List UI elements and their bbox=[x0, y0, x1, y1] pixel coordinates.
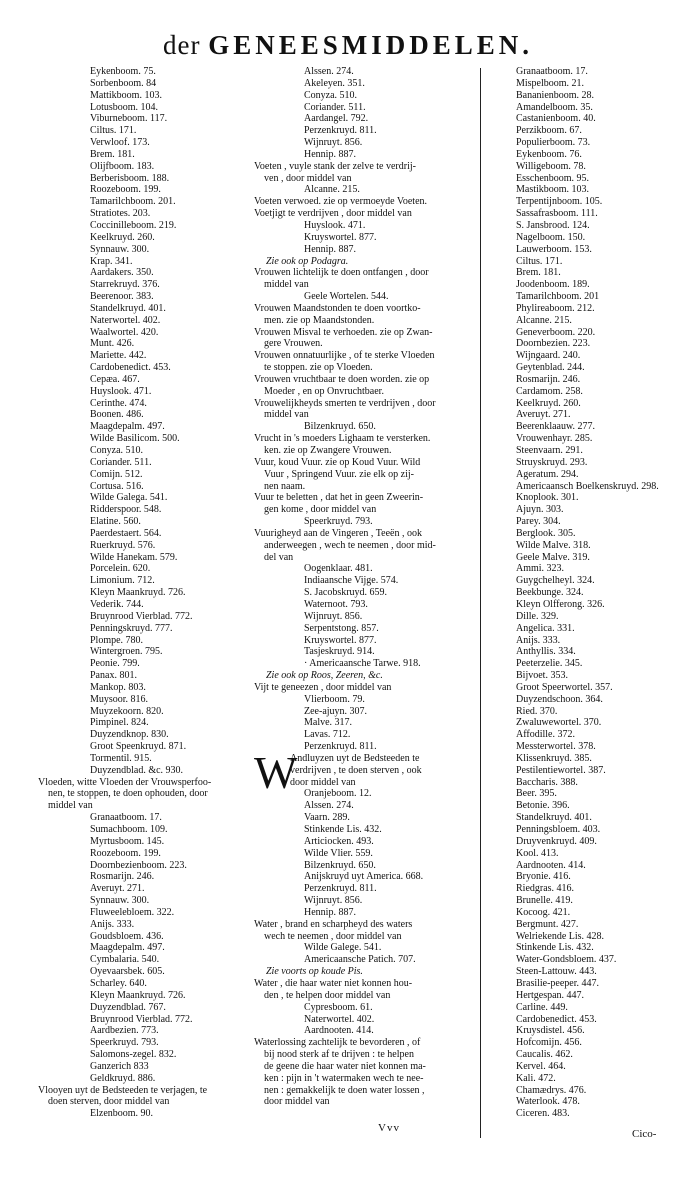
index-entry: · Americaansche Tarwe. 918. bbox=[304, 658, 421, 670]
index-entry: Eykenboom. 75. bbox=[90, 66, 156, 77]
index-entry: Tamarilchboom. 201. bbox=[90, 196, 176, 208]
index-entry: Bergmunt. 427. bbox=[516, 918, 579, 930]
index-entry: Stinkende Lis. 432. bbox=[304, 824, 382, 835]
index-entry: Willigeboom. 78. bbox=[516, 160, 586, 172]
index-entry: Dille. 329. bbox=[516, 610, 559, 622]
index-entry: Angelica. 331. bbox=[516, 622, 575, 634]
index-entry: Cerinthe. 474. bbox=[90, 397, 147, 409]
index-entry: S. Jansbrood. 124. bbox=[516, 219, 590, 231]
index-entry: Chamædrys. 476. bbox=[516, 1084, 587, 1096]
index-entry: Riedgras. 416. bbox=[516, 883, 575, 895]
index-entry: Oranjeboom. 12. bbox=[304, 788, 372, 800]
index-entry: Duyzendblad. &c. 930. bbox=[90, 764, 184, 776]
index-entry: Sorbenboom. 84 bbox=[90, 77, 157, 89]
index-entry: Mispelboom. 21. bbox=[516, 77, 585, 89]
index-entry: Mankop. 803. bbox=[90, 681, 146, 693]
index-entry: Geytenblad. 244. bbox=[516, 362, 585, 374]
index-entry: Mariette. 442. bbox=[90, 350, 147, 362]
index-entry: Guygchelheyl. 324. bbox=[516, 575, 595, 587]
index-entry: Wilde Vlier. 559. bbox=[304, 847, 373, 859]
index-entry: Elatine. 560. bbox=[90, 516, 141, 528]
index-entry: Porcelein. 620. bbox=[90, 563, 151, 575]
index-entry: Wilde Basilicom. 500. bbox=[90, 433, 180, 445]
index-entry: Duyzendschoon. 364. bbox=[516, 693, 603, 705]
index-entry: Kleyn Maankruyd. 726. bbox=[90, 989, 186, 1001]
index-entry: Averuyt. 271. bbox=[90, 883, 145, 895]
index-entry: Rosmarijn. 246. bbox=[90, 871, 155, 883]
header-caps: GENEESMIDDELEN. bbox=[208, 30, 534, 60]
index-entry: Zie voorts op koude Pis. bbox=[266, 966, 363, 978]
index-entry: Aardangel. 792. bbox=[304, 113, 369, 125]
index-entry: Eykenboom. 76. bbox=[516, 148, 582, 160]
index-entry: Vuurigheyd aan de Vingeren , Teeën , ook bbox=[254, 527, 422, 539]
index-entry: Maagdepalm. 497. bbox=[90, 421, 165, 433]
index-entry: Esschenboom. 95. bbox=[516, 172, 590, 184]
index-entry: Voeten , vuyle stank der zelve te verdrij- bbox=[254, 160, 416, 172]
index-entry: Anijs. 333. bbox=[90, 918, 135, 930]
index-entry: Articiocken. 493. bbox=[304, 835, 374, 847]
index-entry: anderweegen , wech te neemen , door mid- bbox=[264, 539, 436, 551]
index-entry: Kervel. 464. bbox=[516, 1060, 566, 1072]
index-entry: Waterlossing zachtelijk te bevorderen , of bbox=[254, 1037, 421, 1049]
index-entry: Tormentil. 915. bbox=[90, 752, 152, 764]
index-entry: W Andluyzen uyt de Bedsteeden te bbox=[254, 746, 420, 798]
index-entry: Peonie. 799. bbox=[90, 658, 140, 670]
index-entry: te stoppen. zie op Vloeden. bbox=[264, 362, 373, 374]
index-entry: Aardakers. 350. bbox=[90, 267, 154, 279]
index-entry: Parey. 304. bbox=[516, 516, 561, 528]
index-entry: Cymbalaria. 540. bbox=[90, 954, 160, 966]
index-entry: men. zie op Maandstonden. bbox=[264, 314, 375, 326]
index-entry: Water , brand en scharpheyd des waters bbox=[254, 918, 413, 930]
index-entry: del van bbox=[264, 551, 294, 563]
drop-capital: W bbox=[254, 746, 298, 798]
index-entry: Pimpinel. 824. bbox=[90, 717, 149, 729]
index-entry: Bananienboom. 28. bbox=[516, 89, 595, 101]
index-entry: Conyza. 510. bbox=[90, 445, 144, 456]
index-entry: Alcanne. 215. bbox=[304, 184, 360, 196]
signature-mark: Vvv bbox=[378, 1122, 400, 1134]
index-entry: Maagdepalm. 497. bbox=[90, 942, 165, 954]
index-entry: Zwaluwewortel. 370. bbox=[516, 717, 602, 729]
index-entry: Indiaansche Vijge. 574. bbox=[304, 575, 399, 587]
index-entry: Amandelboom. 35. bbox=[516, 101, 593, 113]
index-entry: Steenvaarn. 291. bbox=[516, 445, 583, 456]
index-entry: Synnauw. 300. bbox=[90, 895, 150, 907]
index-entry: Phylireaboom. 212. bbox=[516, 302, 595, 314]
index-entry: Brem. 181. bbox=[516, 267, 561, 279]
index-entry: Oogenklaar. 481. bbox=[304, 563, 373, 575]
index-entry: Kruyswortel. 877. bbox=[304, 634, 377, 646]
index-entry: Perzikboom. 67. bbox=[516, 125, 582, 137]
index-entry: Scharley. 640. bbox=[90, 977, 147, 989]
index-entry: Wilde Galege. 541. bbox=[304, 942, 382, 954]
index-entry: Cepæa. 467. bbox=[90, 373, 140, 385]
index-entry: Oyevaarsbek. 605. bbox=[90, 966, 165, 978]
index-entry: ven , door middel van bbox=[264, 172, 352, 184]
index-entry: Berglook. 305. bbox=[516, 527, 576, 539]
index-entry: Welriekende Lis. 428. bbox=[516, 930, 605, 942]
index-entry: Groot Speerwortel. 357. bbox=[516, 681, 613, 693]
index-entry: Vrouwen onnatuurlijke , of te sterke Vloeden bbox=[254, 350, 435, 362]
index-entry: Speerkruyd. 793. bbox=[90, 1037, 159, 1049]
index-entry: Brunelle. 419. bbox=[516, 895, 573, 907]
index-entry: Ciceren. 483. bbox=[516, 1108, 570, 1120]
index-entry: Vijt te geneezen , door middel van bbox=[254, 681, 392, 693]
index-entry: Terpentijnboom. 105. bbox=[516, 196, 603, 208]
index-entry: Munt. 426. bbox=[90, 338, 135, 350]
index-entry: Waalwortel. 420. bbox=[90, 326, 159, 338]
index-entry: nen : gemakkelijk te doen water lossen , bbox=[264, 1084, 425, 1096]
index-entry: Geneverboom. 220. bbox=[516, 326, 596, 338]
index-entry: middel van bbox=[264, 279, 309, 291]
index-entry: Ciltus. 171. bbox=[90, 125, 137, 137]
index-entry: Aardbezien. 773. bbox=[90, 1025, 159, 1037]
index-entry: Ganzerich 833 bbox=[90, 1060, 149, 1072]
index-entry: Moeder , en op Onvruchtbaer. bbox=[264, 385, 384, 397]
index-entry: Bruynrood Vierblad. 772. bbox=[90, 1013, 193, 1025]
index-entry: Wijnruyt. 856. bbox=[304, 137, 363, 149]
index-entry: wech te neemen , door middel van bbox=[264, 930, 402, 942]
index-entry: Coriander. 511. bbox=[90, 456, 152, 468]
index-entry: Ried. 370. bbox=[516, 705, 558, 717]
index-entry: Lotusboom. 104. bbox=[90, 101, 159, 113]
index-entry: Mastikboom. 103. bbox=[516, 184, 590, 196]
index-entry: Vlierboom. 79. bbox=[304, 693, 365, 705]
index-entry: Struyskruyd. 293. bbox=[516, 456, 588, 468]
index-column-right bbox=[516, 66, 676, 1120]
index-entry: Boonen. 486. bbox=[90, 409, 144, 421]
index-entry: Berberisboom. 188. bbox=[90, 172, 170, 184]
index-entry: verdrijven , te doen sterven , ook bbox=[290, 764, 422, 776]
index-entry: Ridderspoor. 548. bbox=[90, 504, 162, 516]
index-entry: Muyzekoorn. 820. bbox=[90, 705, 164, 717]
index-entry: Salomons-zegel. 832. bbox=[90, 1049, 177, 1061]
index-entry: Plompe. 780. bbox=[90, 634, 144, 646]
index-entry: Vrouwenhayr. 285. bbox=[516, 433, 593, 445]
index-entry: Akeleyen. 351. bbox=[304, 77, 365, 89]
index-entry: Caucalis. 462. bbox=[516, 1049, 573, 1061]
index-entry: Fluweelebloem. 322. bbox=[90, 906, 175, 918]
index-entry: Coriander. 511. bbox=[304, 101, 366, 113]
index-entry: ken. zie op Zwangere Vrouwen. bbox=[264, 445, 392, 456]
index-entry: bij nood sterk af te drijven : te helpen bbox=[264, 1049, 414, 1061]
index-entry: Carline. 449. bbox=[516, 1001, 568, 1013]
index-entry: Granaatboom. 17. bbox=[516, 66, 588, 77]
index-entry: Krap. 341. bbox=[90, 255, 133, 267]
index-entry: Alssen. 274. bbox=[304, 800, 354, 812]
index-entry: Serpentstong. 857. bbox=[304, 622, 379, 634]
index-entry: Vrouwen Maandstonden te doen voortko- bbox=[254, 302, 421, 314]
index-entry: Kleyn Maankruyd. 726. bbox=[90, 587, 186, 599]
index-entry: Roozeboom. 199. bbox=[90, 847, 161, 859]
index-entry: Wilde Hanekam. 579. bbox=[90, 551, 178, 563]
index-entry: Hofcomijn. 456. bbox=[516, 1037, 582, 1049]
index-entry: Rosmarijn. 246. bbox=[516, 373, 581, 385]
index-entry: Anijskruyd uyt America. 668. bbox=[304, 871, 424, 883]
index-entry: middel van bbox=[264, 409, 309, 421]
index-entry: Bruynrood Vierblad. 772. bbox=[90, 610, 193, 622]
index-entry: Wijnruyt. 856. bbox=[304, 895, 363, 907]
index-entry: Paerdestaert. 564. bbox=[90, 527, 162, 539]
index-entry: Nagelboom. 150. bbox=[516, 231, 586, 243]
index-entry: Water-Gondsbloem. 437. bbox=[516, 954, 617, 966]
index-entry: Goudsbloem. 436. bbox=[90, 930, 164, 942]
catchword: Cico- bbox=[632, 1128, 657, 1140]
index-entry: Comijn. 512. bbox=[90, 468, 143, 480]
index-entry: Vrouwelijkheyds smerten te verdrijven , door bbox=[254, 397, 436, 409]
index-entry: Messterwortel. 378. bbox=[516, 741, 596, 753]
index-entry: Hennip. 887. bbox=[304, 243, 356, 255]
index-entry: Olijfboom. 183. bbox=[90, 160, 155, 172]
index-entry: Lauwerboom. 153. bbox=[516, 243, 592, 255]
index-entry: Penningsbloem. 403. bbox=[516, 824, 601, 835]
index-entry: Waterlook. 478. bbox=[516, 1096, 580, 1108]
index-entry: Granaatboom. 17. bbox=[90, 812, 162, 824]
index-entry: Myrtusboom. 145. bbox=[90, 835, 165, 847]
index-entry: Tamarilchboom. 201 bbox=[516, 291, 600, 303]
index-entry: Stratiotes. 203. bbox=[90, 208, 151, 220]
index-entry: Naterwortel. 402. bbox=[90, 314, 161, 326]
index-entry: Limonium. 712. bbox=[90, 575, 155, 587]
index-entry: Steen-Lattouw. 443. bbox=[516, 966, 597, 978]
index-entry: Alcanne. 215. bbox=[516, 314, 572, 326]
index-entry: Wintergroen. 795. bbox=[90, 646, 163, 658]
index-entry: Doornbezienboom. 223. bbox=[90, 859, 187, 871]
index-entry: Brem. 181. bbox=[90, 148, 135, 160]
index-entry: Tasjeskruyd. 914. bbox=[304, 646, 375, 658]
index-entry: Anthyllis. 334. bbox=[516, 646, 576, 658]
index-column-left bbox=[38, 66, 250, 1120]
index-entry: gere Vrouwen. bbox=[264, 338, 323, 350]
index-entry: Duyzendknop. 830. bbox=[90, 729, 169, 741]
index-entry: Joodenboom. 189. bbox=[516, 279, 590, 291]
index-entry: Pestilentiewortel. 387. bbox=[516, 764, 606, 776]
index-entry: Kruysdistel. 456. bbox=[516, 1025, 585, 1037]
index-entry: Cortusa. 516. bbox=[90, 480, 144, 492]
index-entry: Wilde Malve. 318. bbox=[516, 539, 591, 551]
index-entry: nen, te stoppen, te doen ophouden, door bbox=[48, 788, 208, 800]
index-entry: Averuyt. 271. bbox=[516, 409, 571, 421]
index-entry: Coccinilleboom. 219. bbox=[90, 219, 177, 231]
index-entry: Muysoor. 816. bbox=[90, 693, 149, 705]
index-entry: Doornbezien. 223. bbox=[516, 338, 591, 350]
index-entry: Water , die haar water niet konnen hou- bbox=[254, 977, 413, 989]
index-entry: Geele Malve. 319. bbox=[516, 551, 590, 563]
index-entry: Affodille. 372. bbox=[516, 729, 575, 741]
index-entry: Huyslook. 471. bbox=[90, 385, 152, 397]
index-entry: Starrekruyd. 376. bbox=[90, 279, 160, 291]
index-entry: Vrucht in 's moeders Lighaam te versterken. bbox=[254, 433, 431, 445]
index-entry: Beerenoor. 383. bbox=[90, 291, 154, 303]
index-entry: Zie ook op Podagra. bbox=[266, 255, 349, 267]
index-entry: Synnauw. 300. bbox=[90, 243, 150, 255]
index-entry: Ageratum. 294. bbox=[516, 468, 579, 480]
index-entry: Voetjigt te verdrijven , door middel van bbox=[254, 208, 412, 220]
index-entry: Stinkende Lis. 432. bbox=[516, 942, 594, 954]
index-entry: Hertgespan. 447. bbox=[516, 989, 585, 1001]
index-entry: Cardobenedict. 453. bbox=[90, 362, 171, 374]
index-entry: Voeten verwoed. zie op vermoeyde Voeten. bbox=[254, 196, 428, 208]
index-entry: Vrouwen vruchtbaar te doen worden. zie op bbox=[254, 373, 430, 385]
index-entry: Perzenkruyd. 811. bbox=[304, 883, 377, 895]
index-entry: middel van bbox=[48, 800, 93, 812]
index-entry: Mattikboom. 103. bbox=[90, 89, 162, 101]
index-entry: Wilde Galega. 541. bbox=[90, 492, 168, 504]
index-entry: de geene die haar water niet konnen ma- bbox=[264, 1060, 426, 1072]
index-entry: gen kome , door middel van bbox=[264, 504, 377, 516]
index-entry: Populierboom. 73. bbox=[516, 137, 591, 149]
index-entry: Bryonie. 416. bbox=[516, 871, 571, 883]
index-entry: Wijnruyt. 856. bbox=[304, 610, 363, 622]
index-entry: doen sterven, door middel van bbox=[48, 1096, 170, 1108]
index-entry: Vederik. 744. bbox=[90, 598, 144, 610]
header-lower: der bbox=[162, 30, 201, 60]
index-entry: Kool. 413. bbox=[516, 847, 559, 859]
index-entry: Penningskruyd. 777. bbox=[90, 622, 173, 634]
index-entry: Keelkruyd. 260. bbox=[90, 231, 155, 243]
index-entry: Beerenklaauw. 277. bbox=[516, 421, 596, 433]
index-entry: Bijvoet. 353. bbox=[516, 670, 568, 682]
index-entry: Ruerkruyd. 576. bbox=[90, 539, 156, 551]
index-entry: Beekbunge. 324. bbox=[516, 587, 584, 599]
index-entry: Betonie. 396. bbox=[516, 800, 570, 812]
index-entry: Groot Speenkruyd. 871. bbox=[90, 741, 187, 753]
index-entry: Kocoog. 421. bbox=[516, 906, 571, 918]
index-entry: S. Jacobskruyd. 659. bbox=[304, 587, 388, 599]
index-entry: Brasilie-peeper. 447. bbox=[516, 977, 600, 989]
index-entry: Speerkruyd. 793. bbox=[304, 516, 373, 528]
index-entry: Ciltus. 171. bbox=[516, 255, 563, 267]
index-entry: Cardobenedict. 453. bbox=[516, 1013, 597, 1025]
index-entry: Zee-ajuyn. 307. bbox=[304, 705, 368, 717]
index-entry: Cardamom. 258. bbox=[516, 385, 583, 397]
index-entry: Bilzenkruyd. 650. bbox=[304, 859, 376, 871]
index-entry: Perzenkruyd. 811. bbox=[304, 125, 377, 137]
index-entry: Cypresboom. 61. bbox=[304, 1001, 373, 1013]
index-entry: Baccharis. 388. bbox=[516, 776, 578, 788]
index-entry: Bilzenkruyd. 650. bbox=[304, 421, 376, 433]
index-entry: Klissenkruyd. 385. bbox=[516, 752, 592, 764]
index-entry: Vuur, koud Vuur. zie op Koud Vuur. Wild bbox=[254, 456, 421, 468]
index-entry: Anijs. 333. bbox=[516, 634, 561, 646]
index-entry: Vuur , Springend Vuur. zie elk op zij- bbox=[264, 468, 414, 480]
index-entry: Waternoot. 793. bbox=[304, 598, 368, 610]
index-entry: Perzenkruyd. 811. bbox=[304, 741, 377, 753]
index-entry: Conyza. 510. bbox=[304, 89, 358, 101]
index-entry: Knoplook. 301. bbox=[516, 492, 579, 504]
index-entry: Kruyswortel. 877. bbox=[304, 231, 377, 243]
index-entry: Geldkruyd. 886. bbox=[90, 1072, 156, 1084]
index-entry: Aardnooten. 414. bbox=[516, 859, 586, 871]
index-entry: Duyzendblad. 767. bbox=[90, 1001, 166, 1013]
running-header bbox=[0, 30, 696, 61]
index-entry: Aardnooten. 414. bbox=[304, 1025, 374, 1037]
index-entry: Ajuyn. 303. bbox=[516, 504, 564, 516]
index-entry: Sassafrasboom. 111. bbox=[516, 208, 598, 220]
index-entry: Roozeboom. 199. bbox=[90, 184, 161, 196]
index-entry: door middel van bbox=[264, 1096, 330, 1108]
index-entry: Vlooyen uyt de Bedsteeden te verjagen, te bbox=[38, 1084, 208, 1096]
index-entry: Peeterzelie. 345. bbox=[516, 658, 583, 670]
index-entry: Vaarn. 289. bbox=[304, 812, 350, 824]
index-entry: Americaansche Patich. 707. bbox=[304, 954, 416, 966]
index-entry: Verwloof. 173. bbox=[90, 137, 150, 149]
index-entry: Hennip. 887. bbox=[304, 148, 356, 160]
index-entry: door middel van bbox=[290, 776, 356, 788]
index-entry: nen naam. bbox=[264, 480, 306, 492]
index-entry: Alssen. 274. bbox=[304, 66, 354, 77]
index-entry: Vrouwen Misval te verhoeden. zie op Zwan- bbox=[254, 326, 433, 338]
index-entry: Vuur te beletten , dat het in geen Zweerin- bbox=[254, 492, 424, 504]
index-entry: Geele Wortelen. 544. bbox=[304, 291, 389, 303]
index-entry: Standelkruyd. 401. bbox=[516, 812, 592, 824]
index-entry: Ammi. 323. bbox=[516, 563, 565, 575]
index-entry: Lavas. 712. bbox=[304, 729, 351, 741]
index-entry: den , te helpen door middel van bbox=[264, 989, 391, 1001]
index-entry: Beer. 395. bbox=[516, 788, 557, 800]
index-entry: Castanienboom. 40. bbox=[516, 113, 596, 125]
index-entry: Americaansch Boelkenskruyd. 298. bbox=[516, 480, 659, 492]
index-entry: Kleyn Olfferong. 326. bbox=[516, 598, 605, 610]
index-entry: Hennip. 887. bbox=[304, 906, 356, 918]
index-entry: Kali. 472. bbox=[516, 1072, 556, 1084]
index-entry: ken : pijn in 't watermaken wech te nee- bbox=[264, 1072, 424, 1084]
index-entry: Malve. 317. bbox=[304, 717, 353, 729]
index-entry: Vloeden, witte Vloeden der Vrouwsperfoo- bbox=[38, 776, 212, 788]
index-column-middle bbox=[254, 66, 472, 1108]
index-entry: Elzenboom. 90. bbox=[90, 1108, 154, 1120]
index-entry: Panax. 801. bbox=[90, 670, 137, 682]
index-entry: Naterwortel. 402. bbox=[304, 1013, 375, 1025]
index-entry: Vrouwen lichtelijk te doen ontfangen , door bbox=[254, 267, 429, 279]
index-entry: Sumachboom. 109. bbox=[90, 824, 168, 835]
index-entry: Keelkruyd. 260. bbox=[516, 397, 581, 409]
index-entry: Viburneboom. 117. bbox=[90, 113, 168, 125]
index-entry: Standelkruyd. 401. bbox=[90, 302, 166, 314]
index-entry: Druyvenkruyd. 409. bbox=[516, 835, 597, 847]
index-entry: Wijngaard. 240. bbox=[516, 350, 581, 362]
index-entry: Zie ook op Roos, Zeeren, &c. bbox=[266, 670, 383, 682]
column-rule bbox=[480, 68, 481, 1138]
index-entry: Huyslook. 471. bbox=[304, 219, 366, 231]
